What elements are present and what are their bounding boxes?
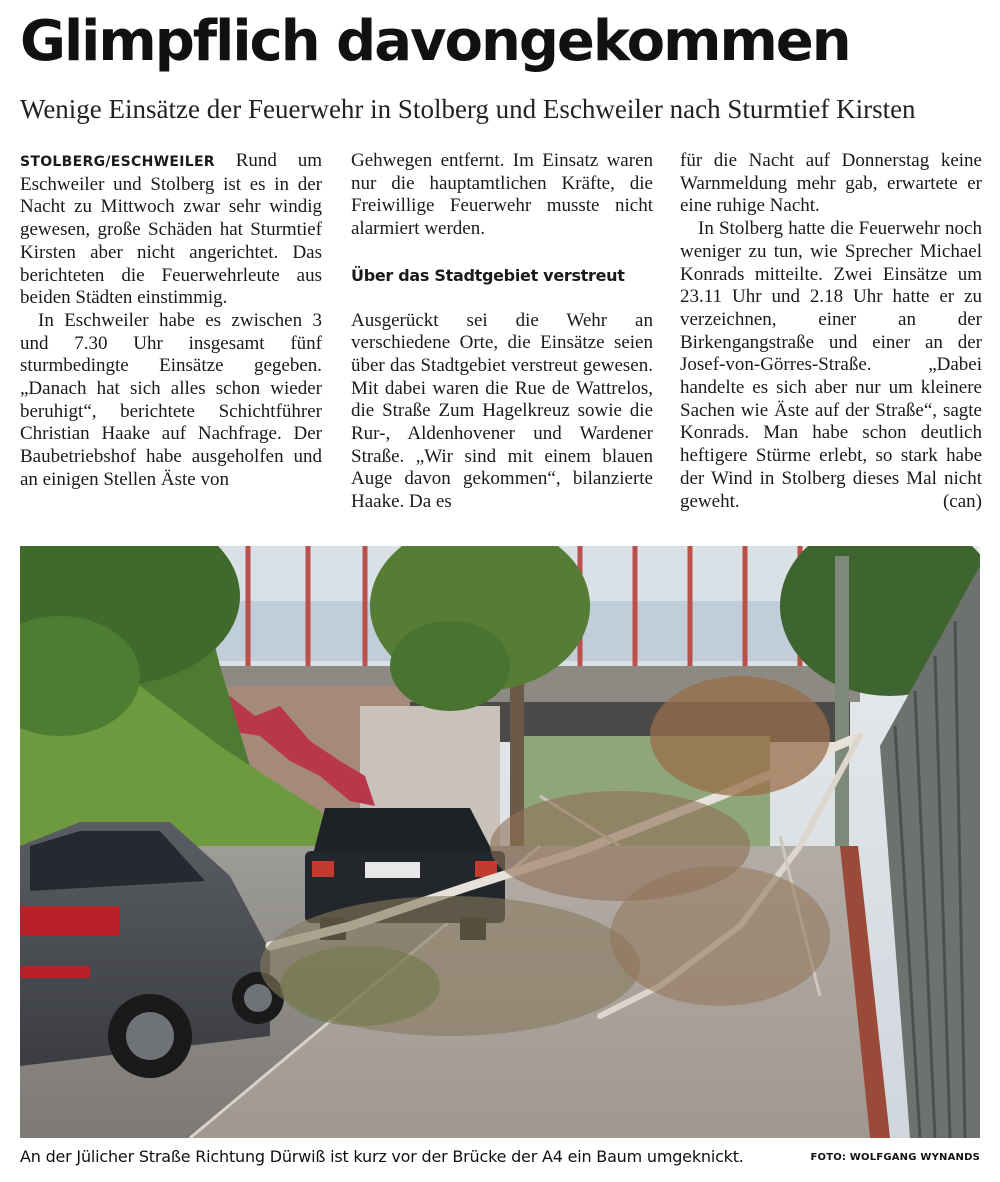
paragraph [680,218,982,513]
paragraph: für die Nacht auf Donnerstag keine Warnmeldung mehr gab, erwartete er eine ruhige Nacht. [680,150,982,217]
dateline: STOLBERG/ESCHWEILER [20,154,215,170]
paragraph-text: In Stolberg hatte die Feuerwehr noch weniger zu tun, wie Sprecher Michael Konrads mitteilte. Zwei Einsätze um 23.11 Uhr und 2.18 Uhr hatte er zu verzeichnen, einer an der Birkengangstraße und einer an der Josef-von-Görres-Straße. „Dabei handelte es sich aber nur um kleinere Sachen wie Äste auf der Straße“, sagte Konrads. Man habe schon deutlich heftigere Stürme erlebt, so stark habe der Wind in Stolberg dieses Mal nicht geweht. [680,218,982,512]
photo-credit: FOTO: WOLFGANG WYNANDS [810,1152,980,1163]
author-tag: (can) [942,490,982,512]
headline: Glimpflich davongekommen [20,9,850,74]
photo-illustration [20,546,980,1138]
paragraph: Ausgerückt sei die Wehr an verschiedene Orte, die Einsätze seien über das Stadtgebiet verstreut gewesen. Mit dabei waren die Rue de Wattrelos, die Straße Zum Hagelkreuz sowie die Rur-, Aldenhovener und Wardener Straße. „Wir sind mit einem blauen Auge davon gekommen“, bilanzierte Haake. Da es [351,309,653,513]
photo-caption: An der Jülicher Straße Richtung Dürwiß ist kurz vor der Brücke der A4 ein Baum umgeknickt. [20,1147,744,1166]
article-column-1 [20,150,322,492]
paragraph-text: Rund um Eschweiler und Stolberg ist es in der Nacht zu Mittwoch zwar sehr windig gewesen, große Schäden hat Sturmtief Kirsten aber nicht angerichtet. Das berichteten die Feuerwehrleute aus beiden Städten einstimmig. [20,150,323,309]
paragraph [20,150,322,310]
paragraph: Gehwegen entfernt. Im Einsatz waren nur die hauptamtlichen Kräfte, die Freiwillige Feuerwehr musste nicht alarmiert werden. [351,150,653,240]
article-column-2 [351,150,653,514]
section-subhead: Über das Stadtgebiet verstreut [351,265,625,285]
news-photo [20,546,980,1138]
subheadline: Wenige Einsätze der Feuerwehr in Stolberg und Eschweiler nach Sturmtief Kirsten [20,94,916,124]
paragraph: In Eschweiler habe es zwischen 3 und 7.30 Uhr insgesamt fünf sturmbedingte Einsätze gegeben. „Danach hat sich alles schon wieder beruhigt“, berichtete Schichtführer Christian Haake auf Nachfrage. Der Baubetriebshof habe ausgeholfen und an einigen Stellen Äste von [20,309,322,490]
article-column-3 [680,150,982,513]
